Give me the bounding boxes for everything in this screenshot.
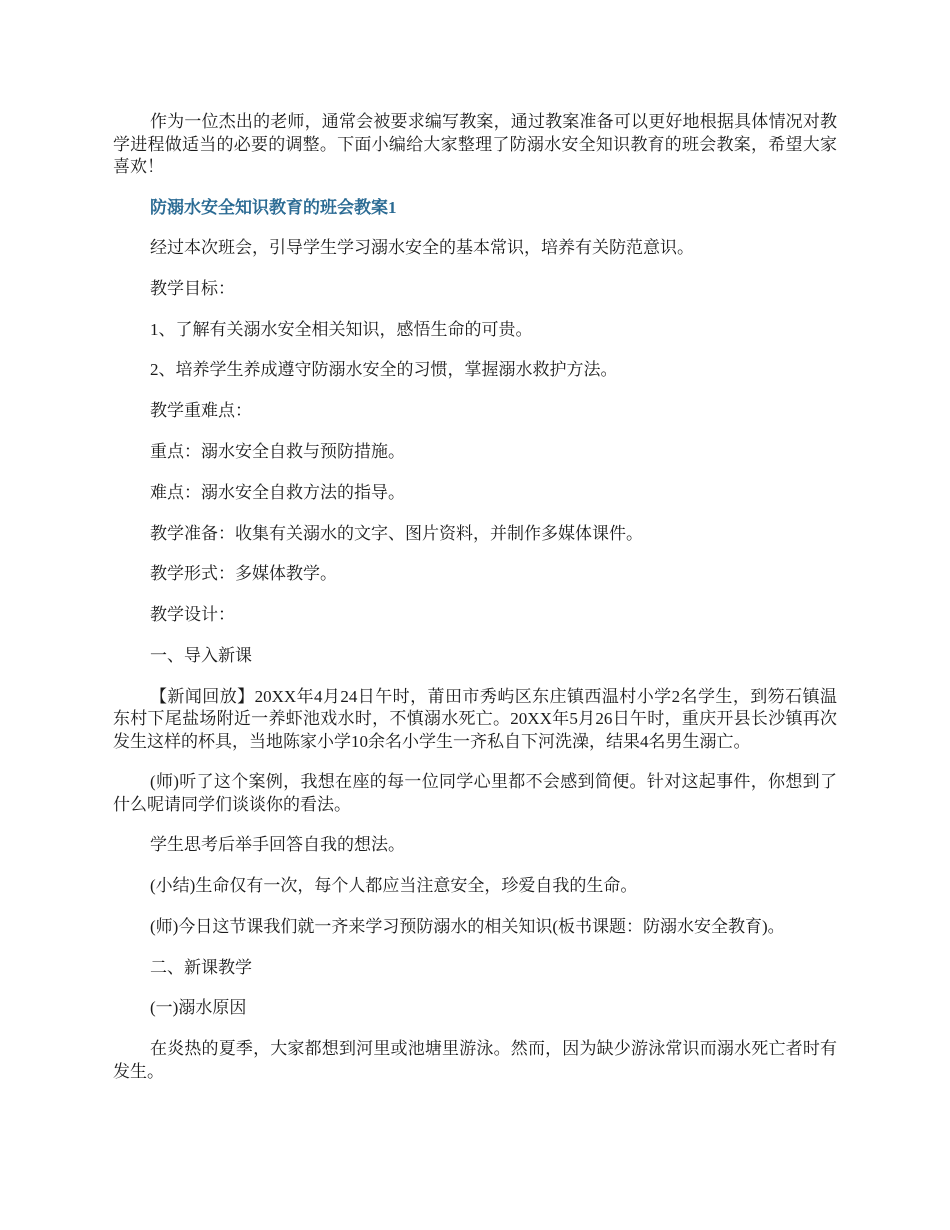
body-paragraph: 经过本次班会，引导学生学习溺水安全的基本常识，培养有关防范意识。 (150, 238, 694, 257)
body-paragraph: (小结)生命仅有一次，每个人都应当注意安全，珍爱自我的生命。 (150, 876, 638, 896)
document-page (113, 0, 837, 1101)
body-paragraph: 学生思考后举手回答自我的想法。 (150, 835, 405, 855)
body-paragraph: 2、培养学生养成遵守防溺水安全的习惯，掌握溺水救护方法。 (150, 360, 618, 380)
body-paragraph: 难点：溺水安全自救方法的指导。 (150, 482, 405, 502)
body-paragraph: 教学形式：多媒体教学。 (150, 564, 337, 584)
body-paragraph: (师)听了这个案例，我想在座的每一位同学心里都不会感到简便。针对这起事件，你想到了什么呢请同学们谈谈你的看法。 (113, 772, 837, 814)
body-paragraph: 教学设计： (150, 605, 235, 625)
section-heading: 防溺水安全知识教育的班会教案1 (150, 197, 397, 217)
body-paragraph: (师)今日这节课我们就一齐来学习预防溺水的相关知识(板书课题：防溺水安全教育)。 (150, 916, 785, 936)
body-paragraph: 一、导入新课 (150, 645, 252, 665)
body-paragraph: 教学目标： (150, 278, 235, 298)
body-paragraph: 【新闻回放】20XX年4月24日午时，莆田市秀屿区东庄镇西温村小学2名学生，到笏石镇温东村下尾盐场附近一养虾池戏水时，不慎溺水死亡。20XX年5月26日午时，重庆开县长沙镇再次发生这样的杯具，当地陈家小学10余名小学生一齐私自下河洗澡，结果4名男生溺亡。 (113, 686, 837, 751)
body-paragraph: 教学重难点： (150, 401, 252, 421)
body-paragraph: 二、新课教学 (150, 957, 252, 977)
body-paragraph: 在炎热的夏季，大家都想到河里或池塘里游泳。然而，因为缺少游泳常识而溺水死亡者时有发生。 (113, 1039, 837, 1081)
intro-paragraph: 作为一位杰出的老师，通常会被要求编写教案，通过教案准备可以更好地根据具体情况对教学进程做适当的必要的调整。下面小编给大家整理了防溺水安全知识教育的班会教案，希望大家喜欢！ (113, 112, 837, 176)
body-paragraph: 1、了解有关溺水安全相关知识，感悟生命的可贵。 (150, 319, 533, 339)
body-paragraph: 教学准备：收集有关溺水的文字、图片资料，并制作多媒体课件。 (150, 523, 643, 543)
body-paragraph: 重点：溺水安全自救与预防措施。 (150, 441, 405, 461)
body-paragraph: (一)溺水原因 (150, 998, 247, 1018)
